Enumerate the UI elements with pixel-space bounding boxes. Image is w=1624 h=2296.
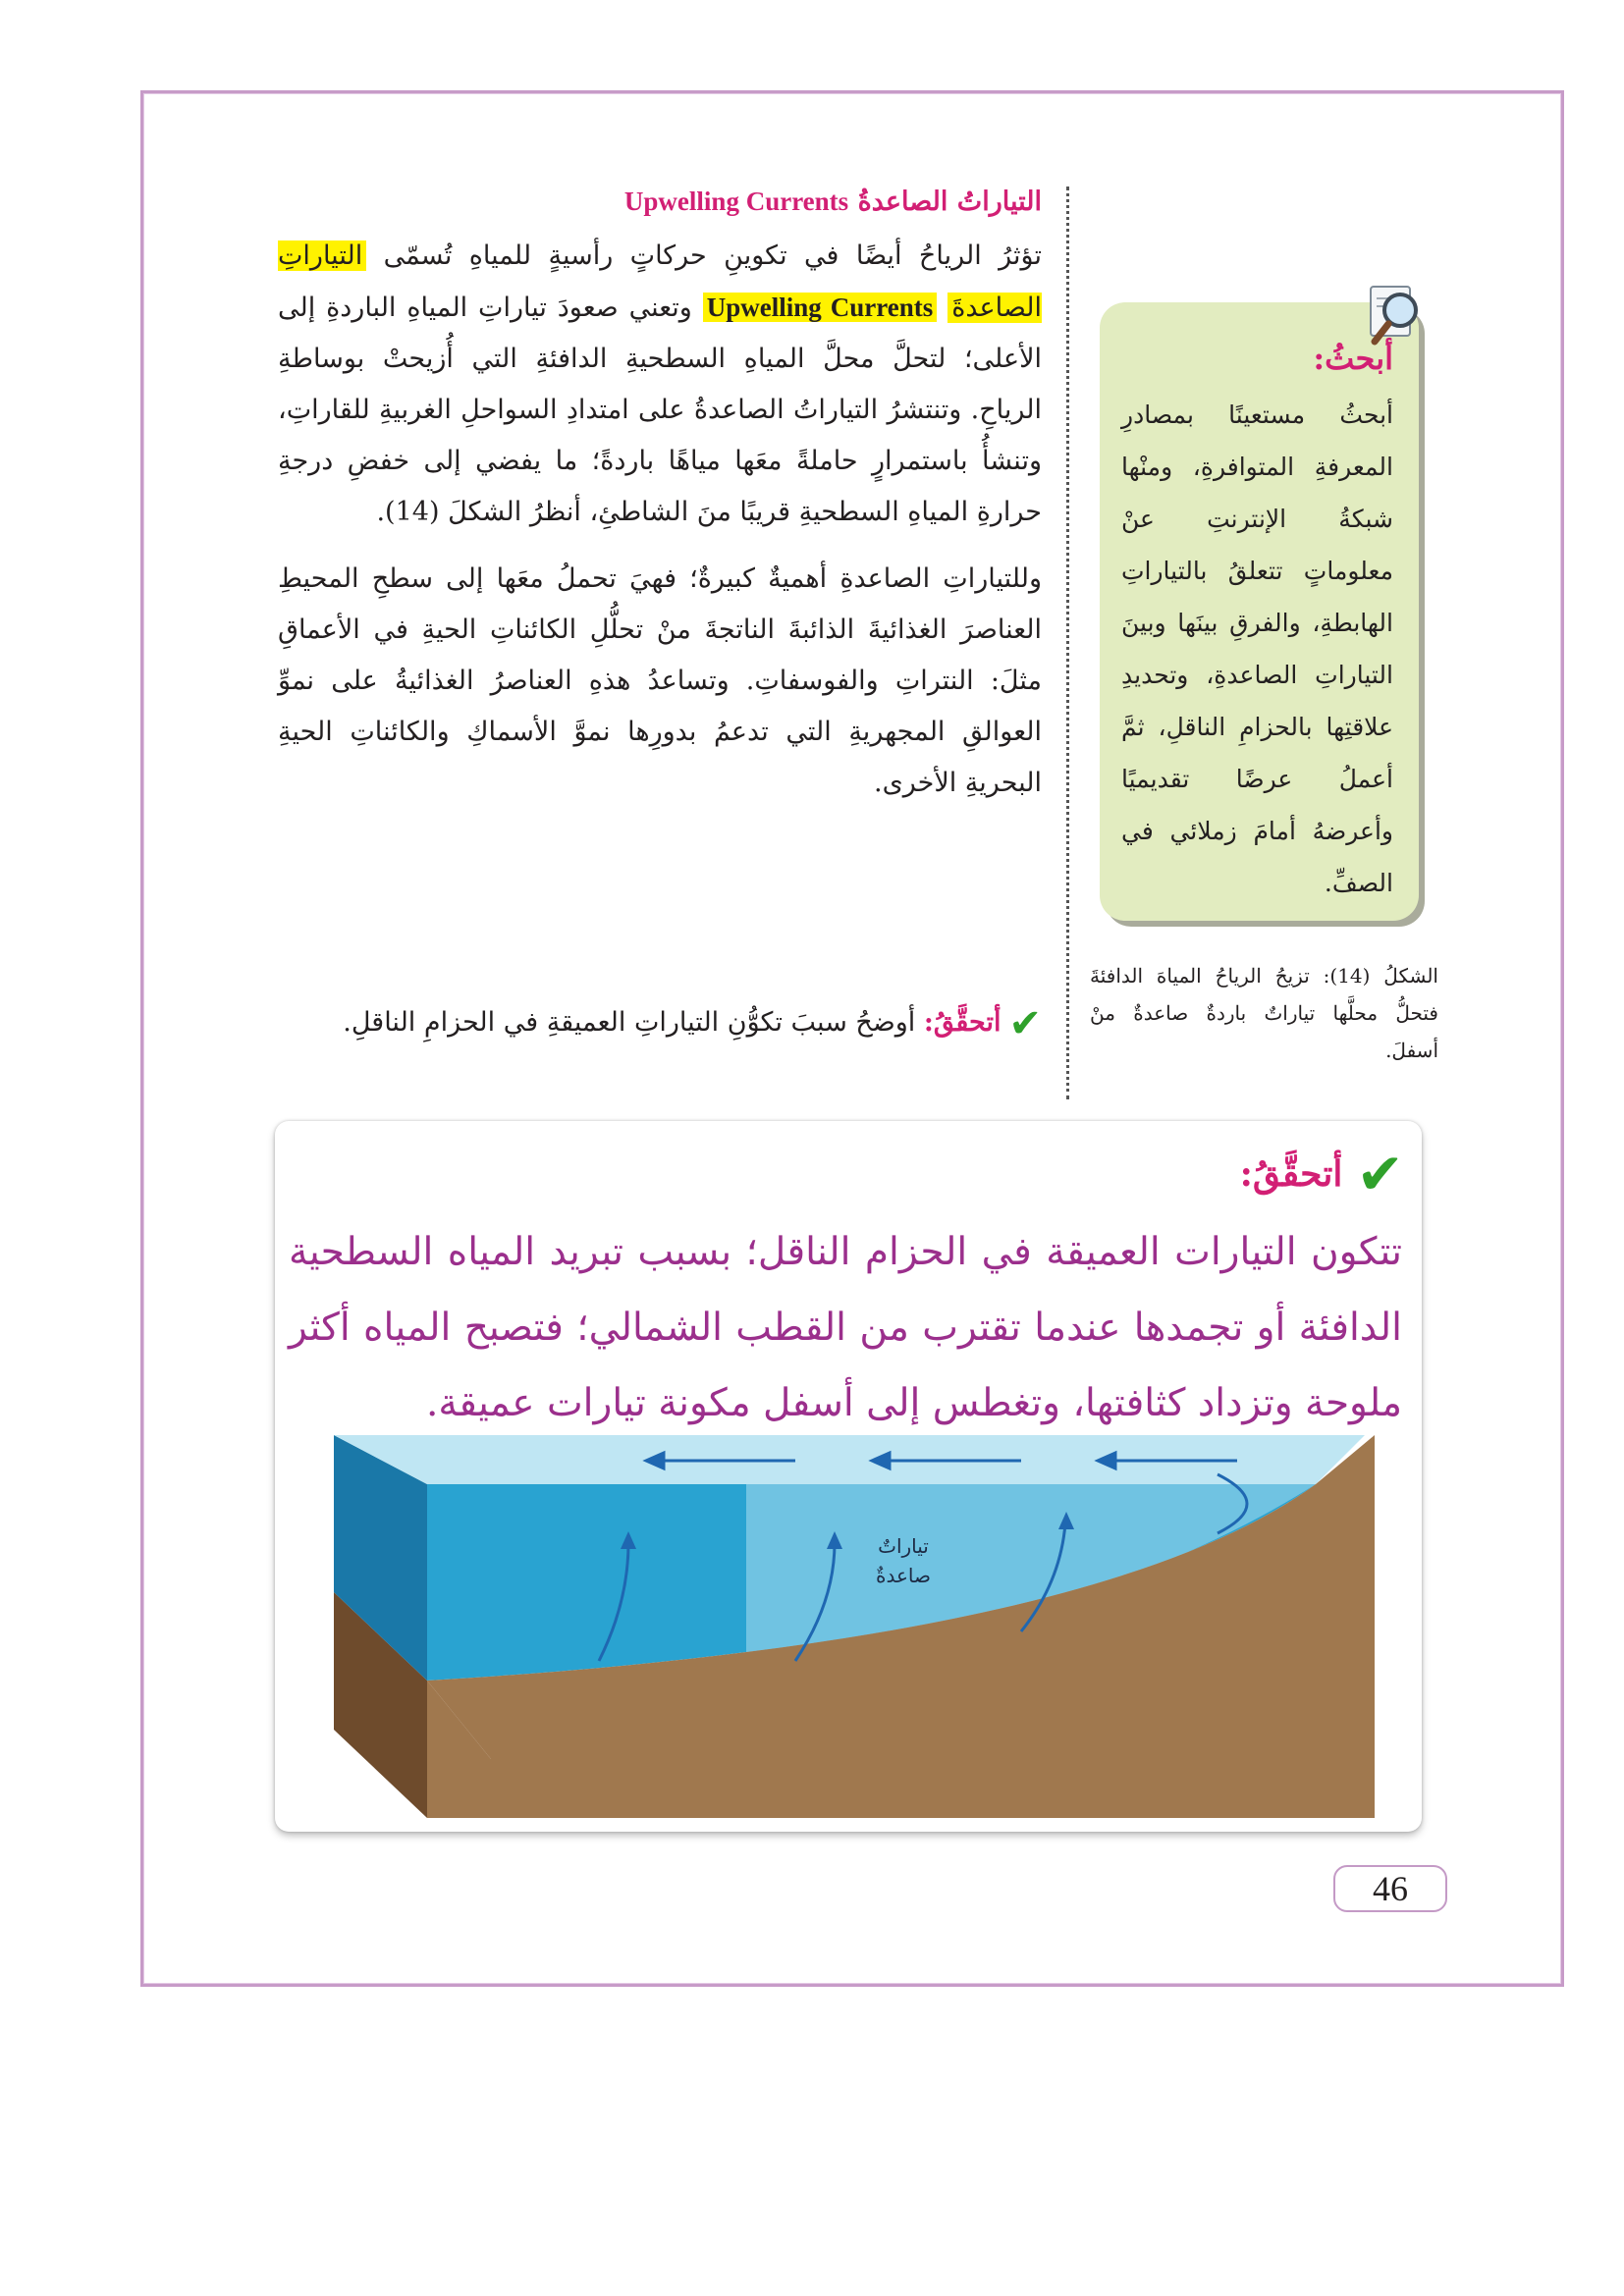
research-box	[1100, 302, 1419, 921]
diagram-label-line1: تياراتٌ	[878, 1534, 929, 1558]
answer-title: أتحقَّقُ:	[1239, 1153, 1343, 1195]
answer-panel	[275, 1121, 1422, 1832]
magnifier-icon	[1367, 281, 1428, 349]
research-title: أبحثُ:	[1313, 340, 1393, 377]
paragraph-1-start: تؤثرُ الرياحُ أيضًا في تكوينِ حركاتٍ رأسيةٍ للمياهِ تُسمّى	[366, 240, 1042, 271]
verify-question	[278, 1001, 1042, 1045]
research-body: أبحثُ مستعينًا بمصادرِ المعرفةِ المتوافرةِ، ومنْها شبكةُ الإنترنتِ عنْ معلوماتٍ تتعلقُ بالتياراتِ الهابطةِ، والفرقِ بينَها وبينَ التياراتِ الصاعدةِ، وتحديدِ علاقتِها بالحزامِ الناقلِ، ثمَّ أعملُ عرضًا تقديميًا وأعرضهُ أمامَ زملائي في الصفِّ.	[1121, 400, 1393, 897]
answer-text: تتكون التيارات العميقة في الحزام الناقل؛ بسبب تبريد المياه السطحية الدافئة أو تجمدها عندما تقترب من القطب الشمالي؛ فتصبح المياه أكثر ملوحة وتزداد كثافتها، وتغطس إلى أسفل مكونة تيارات عميقة.	[289, 1230, 1402, 1425]
main-column	[278, 187, 1042, 809]
figure-caption: الشكلُ (14): تزيحُ الرياحُ المياهَ الدافئةَ فتحلُّ محلَّها تياراتٌ باردةٌ صاعدةٌ منْ أسفلَ.	[1090, 964, 1438, 1062]
section-title	[278, 187, 1042, 217]
check-icon: ✔	[1008, 1000, 1042, 1046]
column-divider	[1066, 187, 1069, 1099]
page-number: 46	[1333, 1865, 1447, 1912]
highlight-term-ar: التياراتِ الصاعدةَ	[278, 240, 1042, 323]
verify-label: أتحقَّقُ:	[923, 1007, 1001, 1038]
paragraph-1-end: وتعني صعودَ تياراتِ المياهِ الباردةِ إلى الأعلى؛ لتحلَّ محلَّ المياهِ السطحيةِ الدافئةِ التي أُزيحتْ بوساطةِ الرياحِ. وتنتشرُ التياراتُ الصاعدةُ على امتدادِ السواحلِ الغربيةِ للقاراتِ، وتنشأُ باستمرارٍ حاملةً معَها مياهًا باردةً؛ ما يفضي إلى خفضِ درجةِ حرارةِ المياهِ السطحيةِ قريبًا منَ الشاطئِ، أنظرُ الشكلَ (14).	[278, 293, 1042, 527]
verify-question-text: أوضحُ سببَ تكوُّنِ التياراتِ العميقةِ في الحزامِ الناقلِ.	[343, 1007, 924, 1038]
upwelling-diagram	[334, 1435, 1414, 1818]
section-title-en: Upwelling Currents	[623, 187, 849, 216]
paragraph-2: وللتياراتِ الصاعدةِ أهميةٌ كبيرةٌ؛ فهيَ تحملُ معَها إلى سطحِ المحيطِ العناصرَ الغذائيةَ الذائبةَ الناتجةَ منْ تحلُّلِ الكائناتِ الحيةِ في الأعماقِ مثلَ: النتراتِ والفوسفاتِ. وتساعدُ هذهِ العناصرُ الغذائيةُ على نموِّ العوالقِ المجهريةِ التي تدعمُ بدورِها نموَّ الأسماكِ والكائناتِ الحيةِ البحريةِ الأخرى.	[278, 563, 1042, 798]
paragraph-1	[278, 231, 1042, 538]
answer-check-icon: ✔	[1356, 1141, 1404, 1207]
highlight-term-en: Upwelling Currents	[703, 293, 938, 322]
answer-header	[1240, 1141, 1404, 1207]
section-title-ar: التياراتُ الصاعدةُ	[857, 187, 1042, 217]
diagram-label-line2: صاعدةٌ	[876, 1564, 931, 1587]
